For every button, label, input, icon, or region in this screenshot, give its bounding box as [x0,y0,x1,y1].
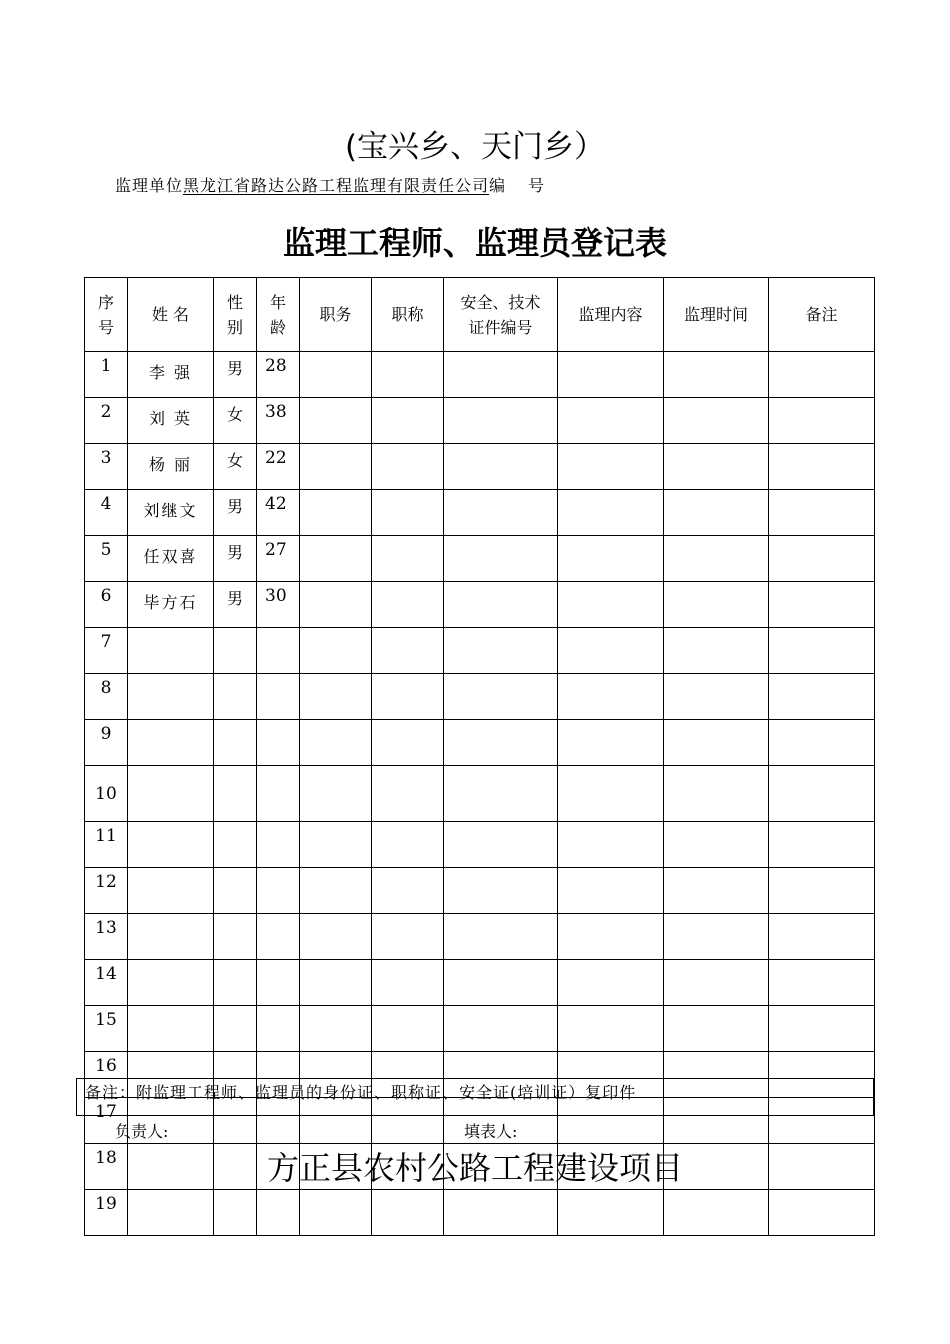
row-age [257,822,300,868]
row-remark [769,444,875,490]
row-title [372,398,444,444]
row-content [558,490,664,536]
number-label-2: 号 [528,176,546,195]
row-content [558,674,664,720]
row-position [300,398,372,444]
row-remark [769,960,875,1006]
row-age: 38 [257,398,300,444]
row-cert [444,536,558,582]
row-name: 杨 丽 [128,444,214,490]
header-position: 职务 [300,278,372,352]
row-remark [769,822,875,868]
row-cert [444,352,558,398]
row-time [664,868,769,914]
document-subtitle: (宝兴乡、天门乡） [344,129,606,165]
row-title [372,720,444,766]
row-seq: 9 [85,720,128,766]
row-content [558,766,664,822]
row-remark [769,490,875,536]
row-remark [769,582,875,628]
row-time [664,720,769,766]
row-sex: 男 [214,536,257,582]
row-remark [769,674,875,720]
row-position [300,628,372,674]
row-position [300,1190,372,1236]
row-content [558,582,664,628]
row-remark [769,766,875,822]
row-name [128,720,214,766]
row-time [664,444,769,490]
row-age: 28 [257,352,300,398]
table-header-row [85,278,875,352]
row-time [664,536,769,582]
row-cert [444,674,558,720]
table-row [85,720,875,766]
row-name: 毕方石 [128,582,214,628]
row-content [558,1006,664,1052]
row-cert [444,490,558,536]
row-seq: 6 [85,582,128,628]
row-sex: 男 [214,352,257,398]
row-seq: 12 [85,868,128,914]
row-seq: 16 [85,1052,128,1098]
row-time [664,766,769,822]
row-title [372,674,444,720]
row-age [257,720,300,766]
row-name [128,960,214,1006]
row-position [300,868,372,914]
row-content [558,822,664,868]
page-title: 监理工程师、监理员登记表 [282,224,667,262]
row-name [128,1190,214,1236]
number-label-1: 编 [489,176,507,195]
row-seq: 8 [85,674,128,720]
table-row [85,444,875,490]
unit-label: 监理单位 [115,176,184,195]
row-name [128,1006,214,1052]
row-sex: 男 [214,490,257,536]
row-time [664,822,769,868]
header-cert: 安全、技术 证件编号 [444,278,558,352]
row-position [300,914,372,960]
row-cert [444,1006,558,1052]
row-content [558,960,664,1006]
row-time [664,352,769,398]
row-name: 刘 英 [128,398,214,444]
table-row [85,1190,875,1236]
row-seq: 2 [85,398,128,444]
row-cert [444,766,558,822]
table-row [85,536,875,582]
row-content [558,868,664,914]
table-row [85,352,875,398]
row-remark [769,352,875,398]
row-age: 42 [257,490,300,536]
row-title [372,352,444,398]
header-name: 姓 名 [128,278,214,352]
row-seq: 1 [85,352,128,398]
row-age: 27 [257,536,300,582]
row-position [300,352,372,398]
row-title [372,1006,444,1052]
row-position [300,720,372,766]
row-cert [444,444,558,490]
row-time [664,1190,769,1236]
row-remark [769,628,875,674]
table-row [85,868,875,914]
row-time [664,582,769,628]
row-position [300,536,372,582]
row-remark [769,868,875,914]
header-age: 年 龄 [257,278,300,352]
row-sex: 男 [214,582,257,628]
row-sex: 女 [214,398,257,444]
row-sex [214,766,257,822]
row-remark [769,1190,875,1236]
table-row [85,766,875,822]
row-sex [214,960,257,1006]
row-seq: 19 [85,1190,128,1236]
table-row [85,822,875,868]
row-remark [769,536,875,582]
header-seq: 序 号 [85,278,128,352]
row-time [664,960,769,1006]
table-row [85,960,875,1006]
header-remark: 备注 [769,278,875,352]
row-position [300,1006,372,1052]
responsible-label: 负责人: [115,1122,169,1141]
row-age [257,1006,300,1052]
row-age [257,628,300,674]
row-seq: 13 [85,914,128,960]
row-age [257,766,300,822]
table-row [85,628,875,674]
row-name: 李 强 [128,352,214,398]
row-age [257,1190,300,1236]
row-title [372,582,444,628]
filler-label: 填表人: [464,1122,518,1141]
row-seq: 5 [85,536,128,582]
row-name: 刘继文 [128,490,214,536]
row-position [300,674,372,720]
table-row [85,1006,875,1052]
row-sex [214,868,257,914]
row-content [558,1190,664,1236]
row-content [558,536,664,582]
row-sex [214,914,257,960]
row-time [664,1006,769,1052]
row-sex [214,628,257,674]
row-remark [769,914,875,960]
row-position [300,582,372,628]
row-content [558,444,664,490]
row-content [558,720,664,766]
row-position [300,490,372,536]
header-sex: 性 别 [214,278,257,352]
row-title [372,766,444,822]
row-sex [214,822,257,868]
row-title [372,628,444,674]
header-time: 监理时间 [664,278,769,352]
table-row [85,398,875,444]
row-sex [214,1190,257,1236]
row-cert [444,822,558,868]
row-seq: 11 [85,822,128,868]
row-seq: 14 [85,960,128,1006]
row-title [372,490,444,536]
supervision-unit-line [115,174,545,198]
row-age [257,674,300,720]
row-age [257,914,300,960]
row-time [664,490,769,536]
row-name [128,914,214,960]
row-position [300,960,372,1006]
row-content [558,628,664,674]
row-age: 22 [257,444,300,490]
row-content [558,398,664,444]
row-seq: 18 [85,1144,128,1190]
row-seq: 4 [85,490,128,536]
row-name [128,868,214,914]
row-title [372,444,444,490]
notes-text: 备注：附监理工程师、监理员的身份证、职称证、安全证(培训证）复印件 [85,1083,637,1102]
row-name [128,628,214,674]
header-content: 监理内容 [558,278,664,352]
row-seq: 7 [85,628,128,674]
row-cert [444,628,558,674]
row-remark [769,720,875,766]
row-name [128,766,214,822]
unit-name: 黑龙江省路达公路工程监理有限责任公司 [183,176,490,195]
row-age: 30 [257,582,300,628]
table-row [85,582,875,628]
row-title [372,914,444,960]
row-seq: 3 [85,444,128,490]
row-sex [214,1006,257,1052]
row-position [300,822,372,868]
row-position [300,766,372,822]
row-title [372,1190,444,1236]
row-seq: 10 [85,766,128,822]
row-time [664,674,769,720]
row-remark [769,398,875,444]
row-name: 任双喜 [128,536,214,582]
row-title [372,868,444,914]
row-remark [769,1006,875,1052]
row-cert [444,1190,558,1236]
table-row [85,674,875,720]
row-time [664,628,769,674]
row-title [372,960,444,1006]
row-cert [444,914,558,960]
row-title [372,536,444,582]
row-time [664,398,769,444]
row-content [558,352,664,398]
row-name [128,822,214,868]
row-seq: 17 [85,1098,128,1144]
project-name: 方正县农村公路工程建设项目 [266,1149,683,1187]
header-title: 职称 [372,278,444,352]
row-sex [214,674,257,720]
row-name [128,674,214,720]
row-cert [444,868,558,914]
row-content [558,914,664,960]
row-cert [444,582,558,628]
row-position [300,444,372,490]
row-title [372,822,444,868]
row-age [257,960,300,1006]
table-row [85,914,875,960]
row-cert [444,398,558,444]
row-sex [214,720,257,766]
row-sex: 女 [214,444,257,490]
table-row [85,490,875,536]
row-time [664,914,769,960]
row-seq: 15 [85,1006,128,1052]
row-cert [444,720,558,766]
row-cert [444,960,558,1006]
row-age [257,868,300,914]
